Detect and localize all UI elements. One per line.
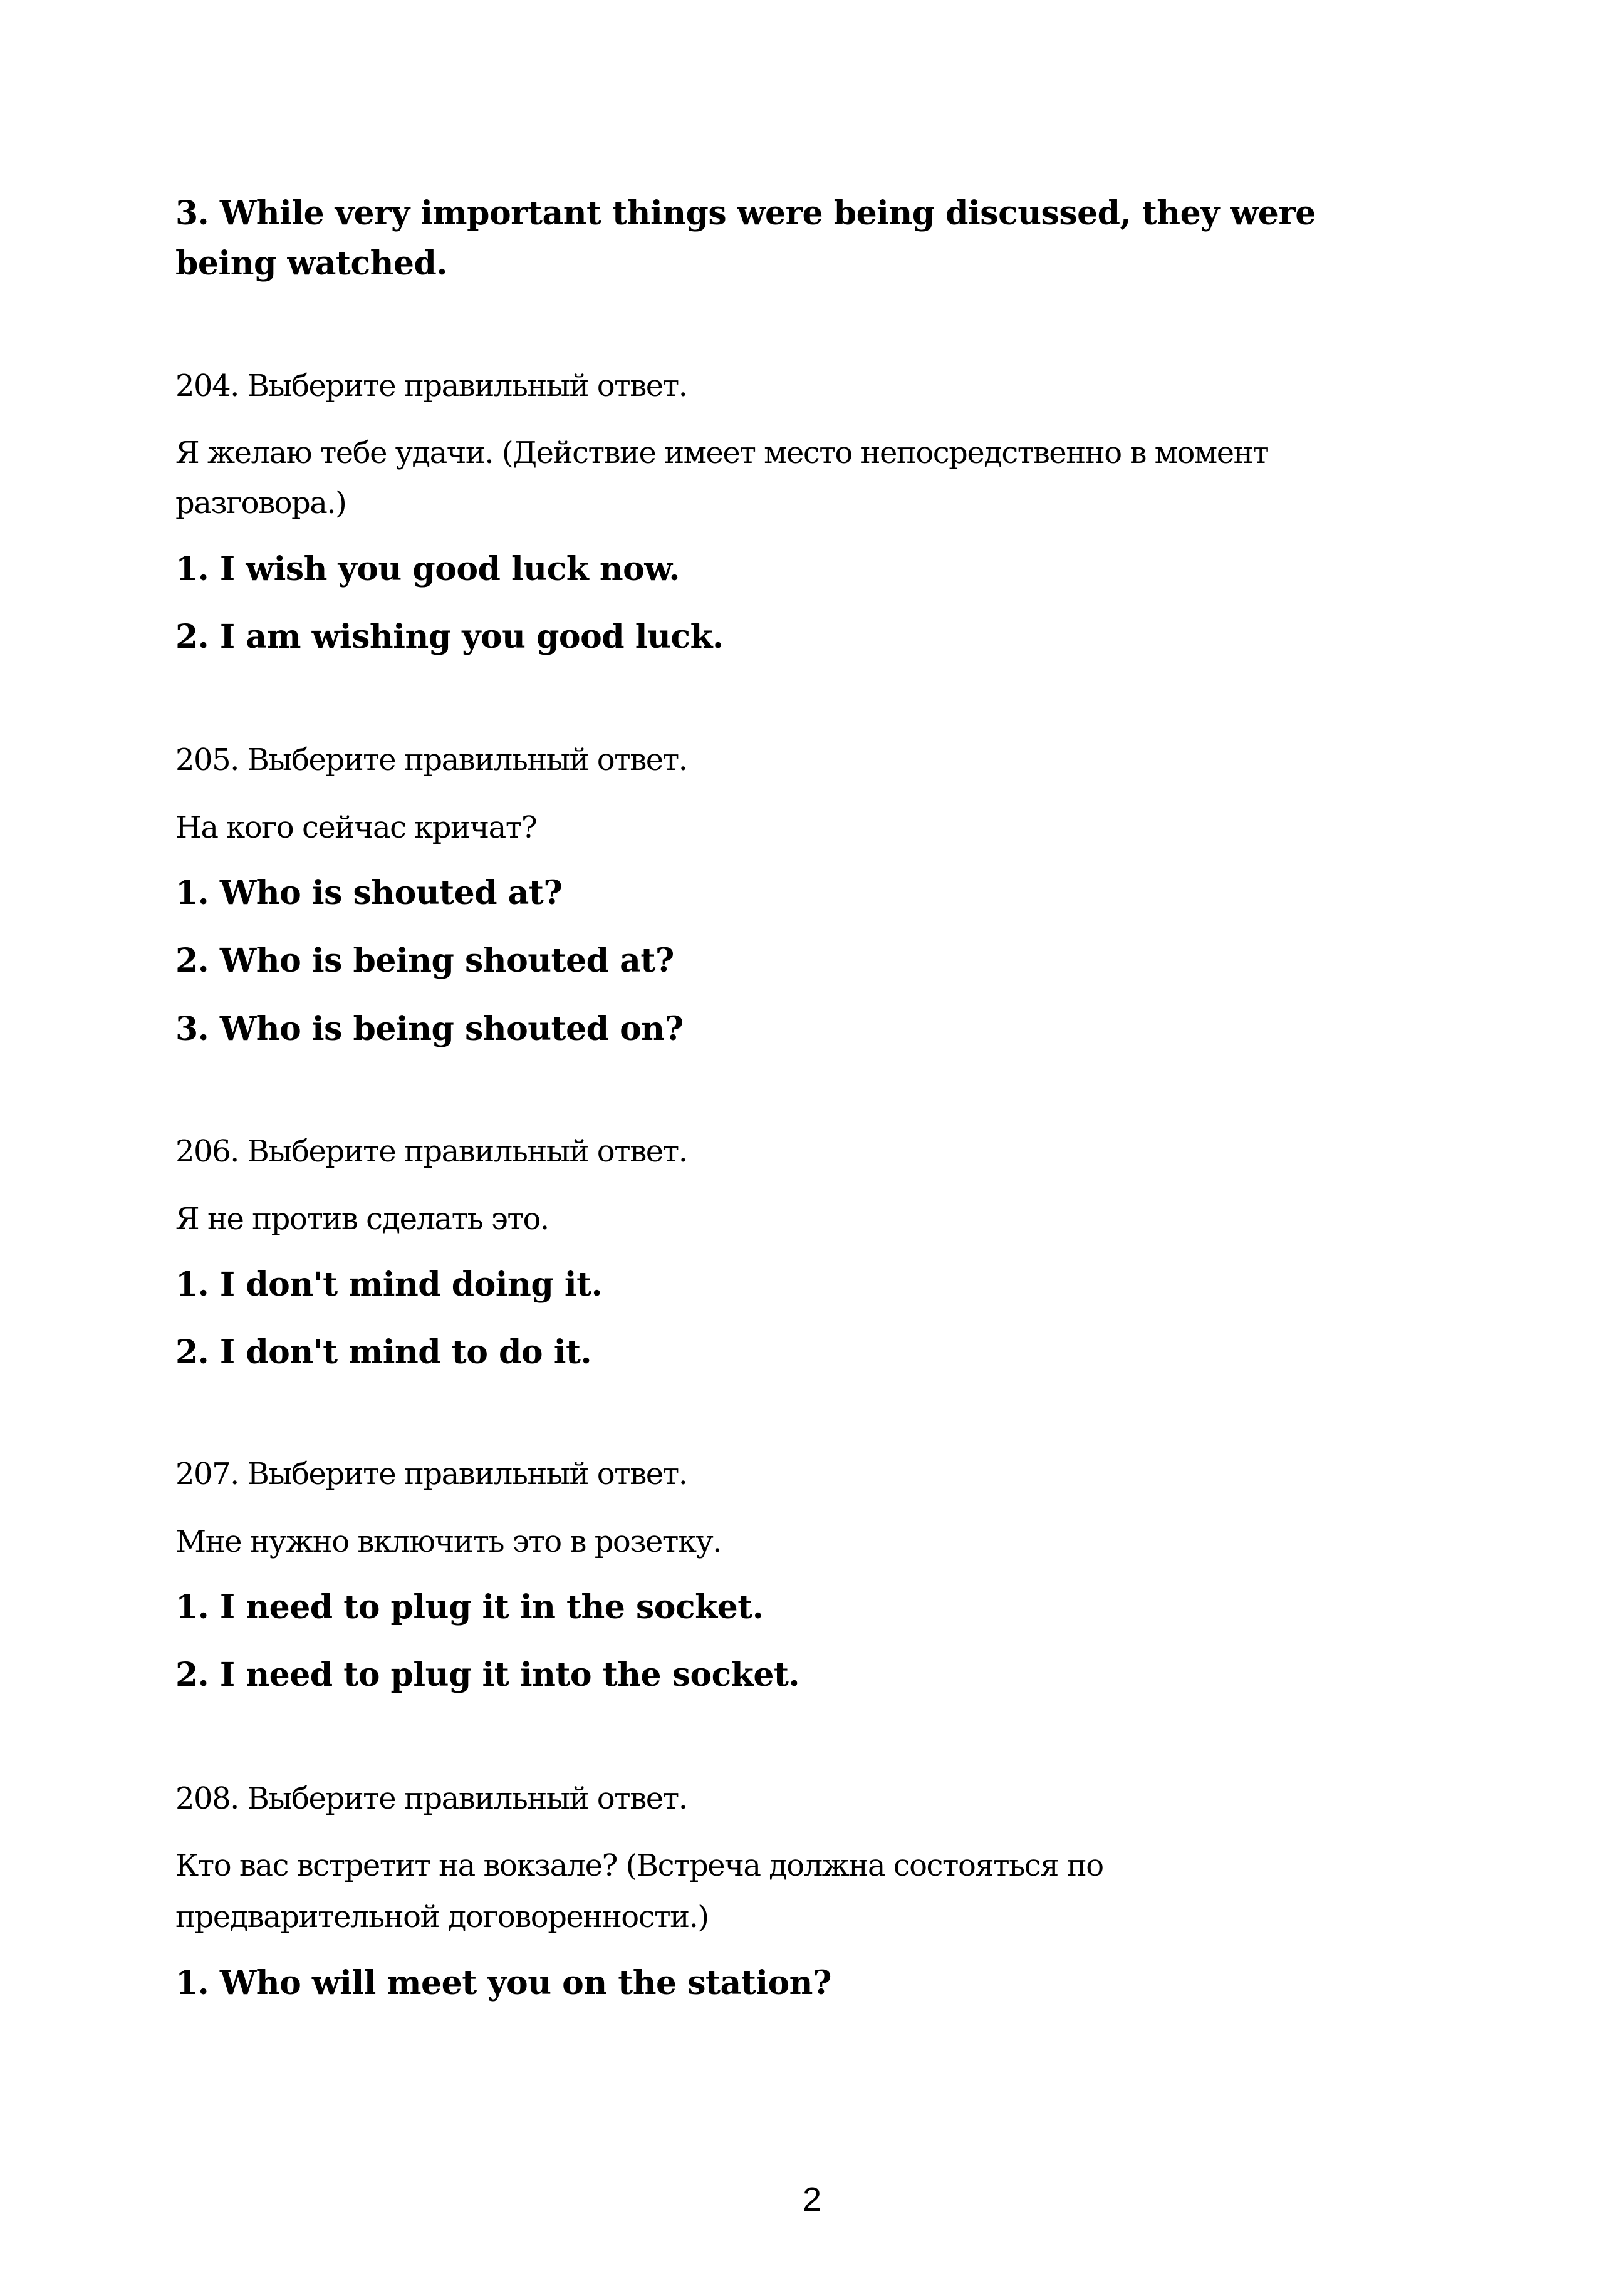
answer-option: 1. I need to plug it in the socket. bbox=[175, 1588, 764, 1626]
question-prompt-204-continued: разговора.) bbox=[175, 486, 346, 521]
question-prompt-206: Я не против сделать это. bbox=[175, 1202, 549, 1237]
answer-option: 1. I wish you good luck now. bbox=[175, 550, 680, 588]
answer-option: 3. While very important things were being discussed, they were bbox=[175, 194, 1316, 232]
page-number: 2 bbox=[802, 2181, 822, 2218]
question-header-205: 205. Выберите правильный ответ. bbox=[175, 742, 687, 777]
question-header-207: 207. Выберите правильный ответ. bbox=[175, 1457, 687, 1492]
answer-option: 2. Who is being shouted at? bbox=[175, 942, 674, 980]
answer-option: 1. Who is shouted at? bbox=[175, 874, 563, 912]
answer-option: 1. I don't mind doing it. bbox=[175, 1265, 603, 1304]
question-prompt-207: Мне нужно включить это в розетку. bbox=[175, 1524, 721, 1559]
answer-option-continued: being watched. bbox=[175, 244, 447, 283]
answer-option: 2. I need to plug it into the socket. bbox=[175, 1656, 800, 1694]
question-prompt-208: Кто вас встретит на вокзале? (Встреча должна состояться по bbox=[175, 1848, 1103, 1883]
question-header-208: 208. Выберите правильный ответ. bbox=[175, 1781, 687, 1816]
question-header-206: 206. Выберите правильный ответ. bbox=[175, 1134, 687, 1169]
question-header-204: 204. Выберите правильный ответ. bbox=[175, 368, 687, 403]
answer-option: 1. Who will meet you on the station? bbox=[175, 1964, 831, 2002]
question-prompt-205: На кого сейчас кричат? bbox=[175, 810, 537, 845]
answer-option: 2. I don't mind to do it. bbox=[175, 1333, 592, 1371]
question-prompt-208-continued: предварительной договоренности.) bbox=[175, 1899, 709, 1935]
answer-option: 3. Who is being shouted on? bbox=[175, 1010, 684, 1048]
question-prompt-204: Я желаю тебе удачи. (Действие имеет место непосредственно в момент bbox=[175, 435, 1269, 470]
answer-option: 2. I am wishing you good luck. bbox=[175, 618, 724, 656]
